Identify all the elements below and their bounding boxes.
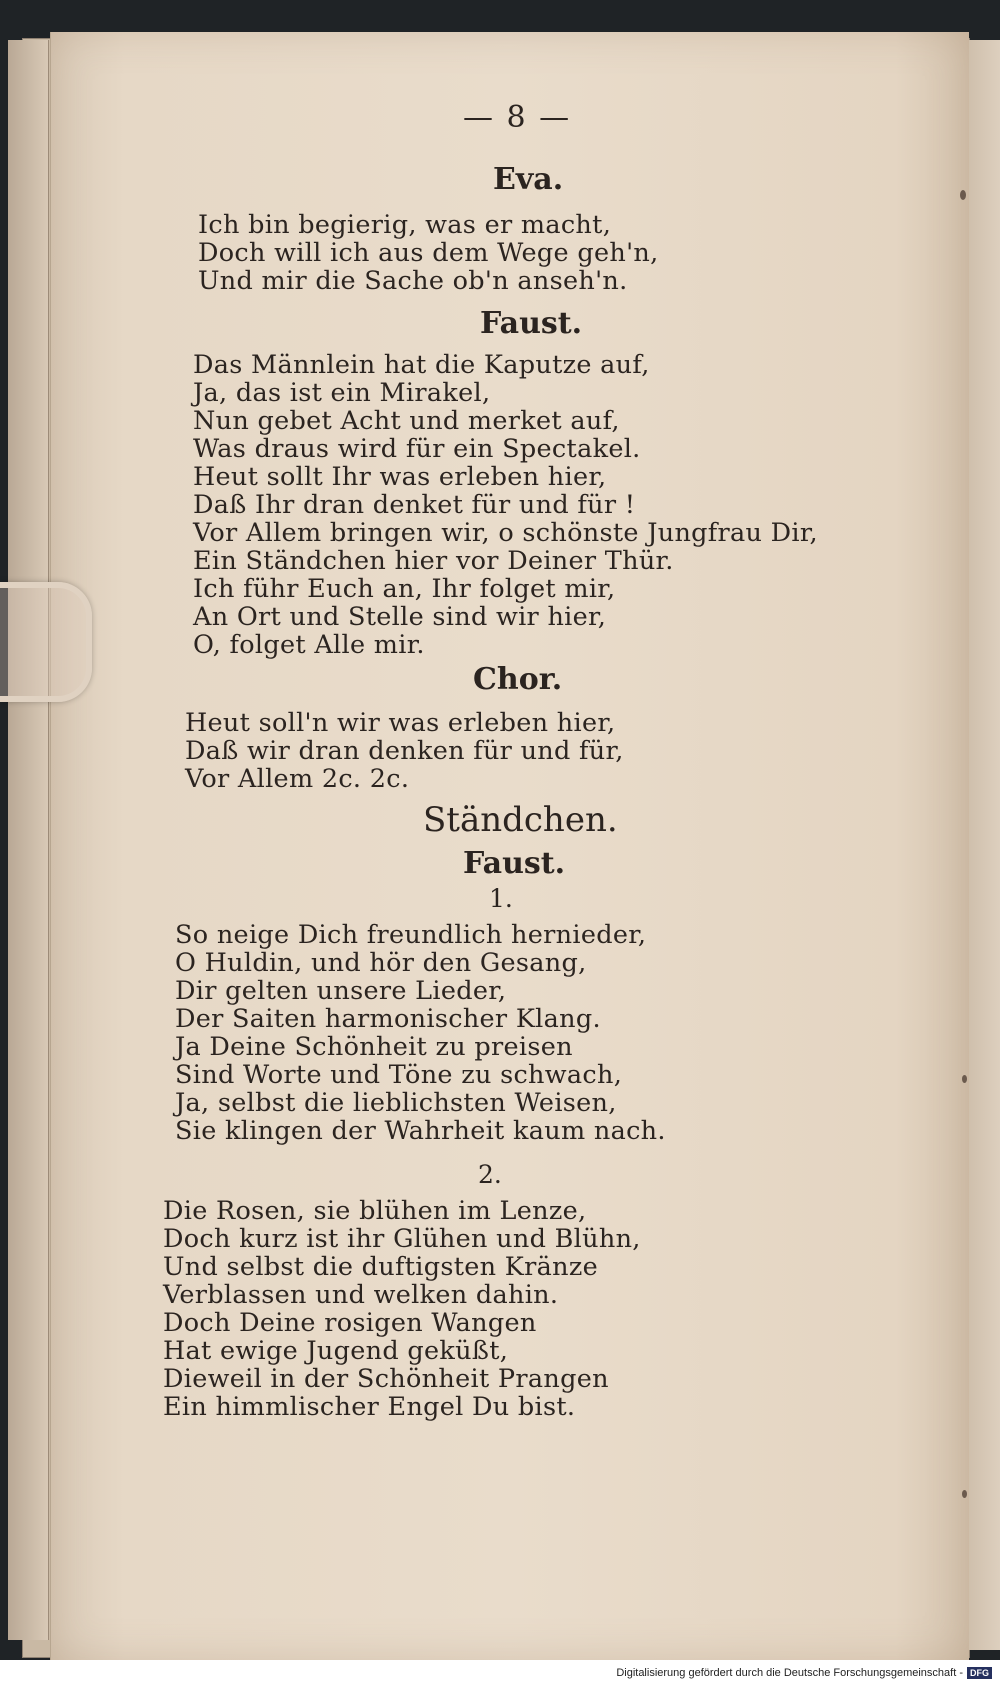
verse-number-1: 1. xyxy=(489,884,513,913)
verse2-line-3: Und selbst die duftigsten Kränze xyxy=(163,1252,598,1282)
eva-line-3: Und mir die Sache ob'n anseh'n. xyxy=(198,266,628,296)
faust-line-5: Heut sollt Ihr was erleben hier, xyxy=(193,462,607,492)
book-spine-edge xyxy=(8,40,49,1640)
credit-text: Digitalisierung gefördert durch die Deutsche Forschungsgemeinschaft - xyxy=(616,1667,963,1679)
verse1-line-4: Der Saiten harmonischer Klang. xyxy=(175,1004,601,1034)
verse2-line-5: Doch Deine rosigen Wangen xyxy=(163,1308,537,1338)
verse1-line-1: So neige Dich freundlich hernieder, xyxy=(175,920,647,950)
verse2-line-2: Doch kurz ist ihr Glühen und Blühn, xyxy=(163,1224,641,1254)
speaker-faust-staendchen: Faust. xyxy=(463,846,566,881)
eva-line-2: Doch will ich aus dem Wege geh'n, xyxy=(198,238,659,268)
verse2-line-6: Hat ewige Jugend geküßt, xyxy=(163,1336,509,1366)
speaker-eva: Eva. xyxy=(493,162,564,197)
page-number: — 8 — xyxy=(463,100,572,135)
faust-line-9: Ich führ Euch an, Ihr folget mir, xyxy=(193,574,616,604)
faust-line-3: Nun gebet Acht und merket auf, xyxy=(193,406,620,436)
speaker-chor: Chor. xyxy=(473,662,563,697)
section-title: Ständchen. xyxy=(423,800,618,840)
chor-line-2: Daß wir dran denken für und für, xyxy=(185,736,624,766)
verse1-line-2: O Huldin, und hör den Gesang, xyxy=(175,948,587,978)
faust-line-11: O, folget Alle mir. xyxy=(193,630,425,660)
faust-line-8: Ein Ständchen hier vor Deiner Thür. xyxy=(193,546,674,576)
verse2-line-8: Ein himmlischer Engel Du bist. xyxy=(163,1392,576,1422)
faust-line-1: Das Männlein hat die Kaputze auf, xyxy=(193,350,650,380)
verse1-line-8: Sie klingen der Wahrheit kaum nach. xyxy=(175,1116,666,1146)
faust-line-6: Daß Ihr dran denket für und für ! xyxy=(193,490,636,520)
verse-number-2: 2. xyxy=(478,1160,502,1189)
scan-clip xyxy=(0,582,92,702)
verse1-line-3: Dir gelten unsere Lieder, xyxy=(175,976,507,1006)
chor-line-3: Vor Allem 2c. 2c. xyxy=(185,764,410,794)
verse1-line-6: Sind Worte und Töne zu schwach, xyxy=(175,1060,623,1090)
verse2-line-7: Dieweil in der Schönheit Prangen xyxy=(163,1364,609,1394)
verse1-line-5: Ja Deine Schönheit zu preisen xyxy=(175,1032,573,1062)
verse1-line-7: Ja, selbst die lieblichsten Weisen, xyxy=(175,1088,617,1118)
verse2-line-1: Die Rosen, sie blühen im Lenze, xyxy=(163,1196,587,1226)
verse2-line-4: Verblassen und welken dahin. xyxy=(163,1280,559,1310)
faust-line-2: Ja, das ist ein Mirakel, xyxy=(193,378,491,408)
digitization-credit xyxy=(616,1667,992,1679)
faust-line-4: Was draus wird für ein Spectakel. xyxy=(193,434,641,464)
dfg-logo: DFG xyxy=(967,1667,992,1679)
faust-line-7: Vor Allem bringen wir, o schönste Jungfrau Dir, xyxy=(193,518,818,548)
chor-line-1: Heut soll'n wir was erleben hier, xyxy=(185,708,616,738)
speaker-faust: Faust. xyxy=(480,306,583,341)
faust-line-10: An Ort und Stelle sind wir hier, xyxy=(193,602,607,632)
ink-stain xyxy=(962,1490,967,1498)
eva-line-1: Ich bin begierig, was er macht, xyxy=(198,210,612,240)
ink-stain xyxy=(960,190,966,200)
ink-stain xyxy=(962,1075,967,1083)
